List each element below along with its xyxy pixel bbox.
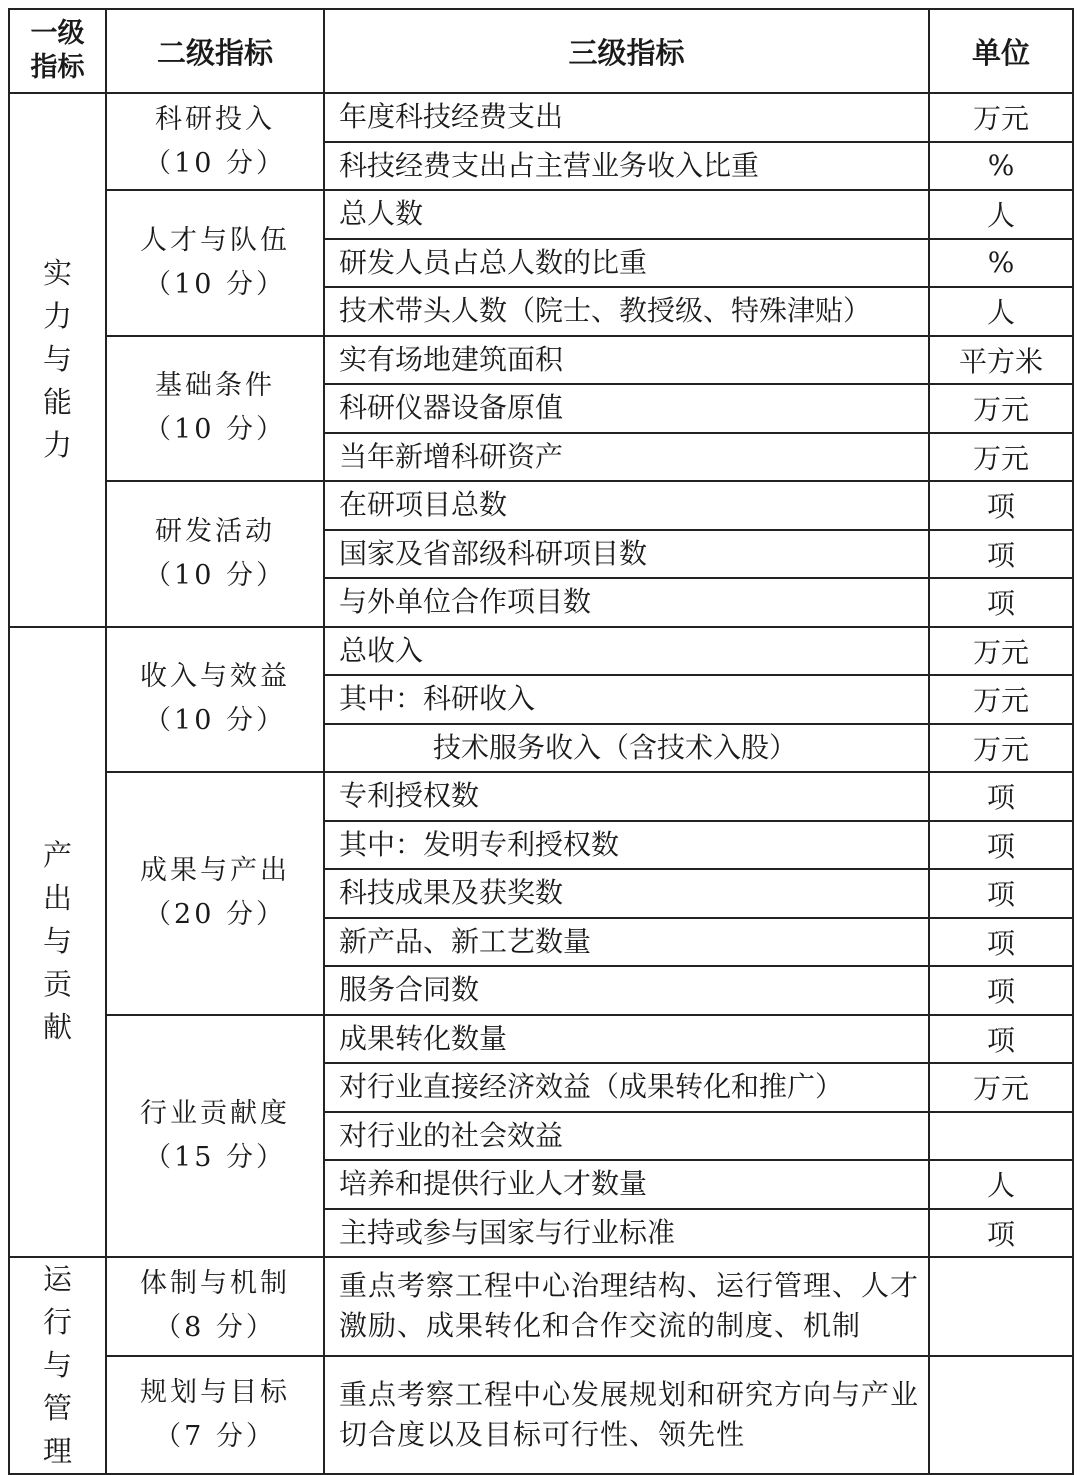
level2-cell (106, 190, 324, 336)
unit-cell: 万元 (929, 724, 1073, 773)
level1-char: 与 (42, 924, 72, 959)
level3-text: 其中：发明专利授权数 (324, 821, 929, 870)
level1-char: 出 (42, 881, 72, 916)
unit-cell: 项 (929, 578, 1073, 627)
table-row (9, 1356, 1073, 1474)
unit-cell: 万元 (929, 93, 1073, 142)
level2-score: （10 分） (144, 414, 286, 446)
level1-char: 理 (42, 1434, 72, 1468)
level2-cell (106, 481, 324, 627)
header-level1 (9, 9, 106, 93)
level2-name: 科研投入 (155, 103, 275, 135)
level1-char: 与 (42, 342, 72, 377)
table-row (9, 481, 1073, 530)
level2-name: 研发活动 (155, 515, 275, 547)
level3-text: 主持或参与国家与行业标准 (324, 1209, 929, 1258)
level3-text: 科技成果及获奖数 (324, 869, 929, 918)
level1-char: 产 (42, 838, 72, 873)
table-row (9, 1257, 1073, 1356)
level2-cell (106, 1356, 324, 1474)
level2-name: 基础条件 (155, 370, 275, 402)
level3-text: 技术服务收入（含技术入股） (324, 724, 929, 773)
level2-name: 收入与效益 (140, 661, 290, 693)
level1-char: 能 (42, 385, 72, 420)
level3-text: 在研项目总数 (324, 481, 929, 530)
level1-cell (9, 627, 106, 1258)
unit-cell: 人 (929, 287, 1073, 336)
level3-text: 对行业的社会效益 (324, 1112, 929, 1161)
level3-text: 国家及省部级科研项目数 (324, 530, 929, 579)
header-level2: 二级指标 (106, 9, 324, 93)
level1-char: 力 (42, 428, 72, 463)
level1-cell (9, 1257, 106, 1474)
level1-char: 贡 (42, 967, 72, 1002)
level3-text: 科技经费支出占主营业务收入比重 (324, 142, 929, 191)
unit-cell: 项 (929, 481, 1073, 530)
level3-text: 与外单位合作项目数 (324, 578, 929, 627)
header-level1-line2: 指标 (30, 52, 85, 83)
level2-name: 体制与机制 (140, 1268, 290, 1300)
unit-cell (929, 1257, 1073, 1356)
level2-name: 成果与产出 (140, 855, 290, 887)
level3-text: 总收入 (324, 627, 929, 676)
level2-score: （10 分） (144, 268, 286, 300)
level2-cell (106, 1015, 324, 1258)
level2-score: （7 分） (154, 1420, 276, 1452)
level3-text: 对行业直接经济效益（成果转化和推广） (324, 1063, 929, 1112)
level2-cell (106, 627, 324, 773)
unit-cell: % (929, 142, 1073, 191)
unit-cell: % (929, 239, 1073, 288)
unit-cell: 万元 (929, 627, 1073, 676)
indicator-table (8, 8, 1074, 1475)
level2-name: 人才与队伍 (140, 224, 290, 256)
level1-char: 献 (42, 1010, 72, 1045)
unit-cell (929, 1356, 1073, 1474)
level2-cell (106, 1257, 324, 1356)
unit-cell: 平方米 (929, 336, 1073, 385)
level2-score: （10 分） (144, 705, 286, 737)
unit-cell: 万元 (929, 433, 1073, 482)
unit-cell: 项 (929, 869, 1073, 918)
level3-text: 总人数 (324, 190, 929, 239)
level3-text: 实有场地建筑面积 (324, 336, 929, 385)
level3-text: 服务合同数 (324, 966, 929, 1015)
unit-cell: 人 (929, 190, 1073, 239)
header-level1-line1: 一级 (30, 18, 85, 49)
level3-text: 技术带头人数（院士、教授级、特殊津贴） (324, 287, 929, 336)
unit-cell: 项 (929, 966, 1073, 1015)
level1-char: 行 (42, 1305, 72, 1339)
unit-cell: 项 (929, 1015, 1073, 1064)
level1-char: 实 (42, 256, 72, 291)
level1-cell (9, 93, 106, 627)
level1-char: 力 (42, 299, 72, 334)
level2-cell (106, 772, 324, 1015)
table-row (9, 627, 1073, 676)
unit-cell: 项 (929, 772, 1073, 821)
unit-cell: 项 (929, 530, 1073, 579)
level3-text: 专利授权数 (324, 772, 929, 821)
unit-cell: 项 (929, 1209, 1073, 1258)
level1-char: 与 (42, 1348, 72, 1382)
level3-text: 研发人员占总人数的比重 (324, 239, 929, 288)
unit-cell: 万元 (929, 675, 1073, 724)
table-row (9, 93, 1073, 142)
table-row (9, 1015, 1073, 1064)
table-row (9, 772, 1073, 821)
level2-name: 行业贡献度 (140, 1097, 290, 1129)
level2-score: （10 分） (144, 147, 286, 179)
level2-score: （8 分） (154, 1312, 276, 1344)
unit-cell: 万元 (929, 384, 1073, 433)
level2-score: （15 分） (144, 1141, 286, 1173)
table-row (9, 336, 1073, 385)
level1-char: 运 (42, 1262, 72, 1296)
table-row (9, 190, 1073, 239)
unit-cell: 万元 (929, 1063, 1073, 1112)
unit-cell: 人 (929, 1160, 1073, 1209)
unit-cell (929, 1112, 1073, 1161)
unit-cell: 项 (929, 821, 1073, 870)
level3-text: 重点考察工程中心治理结构、运行管理、人才激励、成果转化和合作交流的制度、机制 (324, 1257, 929, 1356)
level3-text: 新产品、新工艺数量 (324, 918, 929, 967)
header-level3: 三级指标 (324, 9, 929, 93)
level2-score: （20 分） (144, 899, 286, 931)
unit-cell: 项 (929, 918, 1073, 967)
level3-text: 其中：科研收入 (324, 675, 929, 724)
level3-text: 重点考察工程中心发展规划和研究方向与产业切合度以及目标可行性、领先性 (324, 1356, 929, 1474)
level2-cell (106, 93, 324, 190)
level2-cell (106, 336, 324, 482)
level1-char: 管 (42, 1391, 72, 1425)
header-unit: 单位 (929, 9, 1073, 93)
header-row (9, 9, 1073, 93)
level3-text: 科研仪器设备原值 (324, 384, 929, 433)
level2-name: 规划与目标 (140, 1376, 290, 1408)
level2-score: （10 分） (144, 559, 286, 591)
level3-text: 当年新增科研资产 (324, 433, 929, 482)
level3-text: 培养和提供行业人才数量 (324, 1160, 929, 1209)
level3-text: 成果转化数量 (324, 1015, 929, 1064)
level3-text: 年度科技经费支出 (324, 93, 929, 142)
